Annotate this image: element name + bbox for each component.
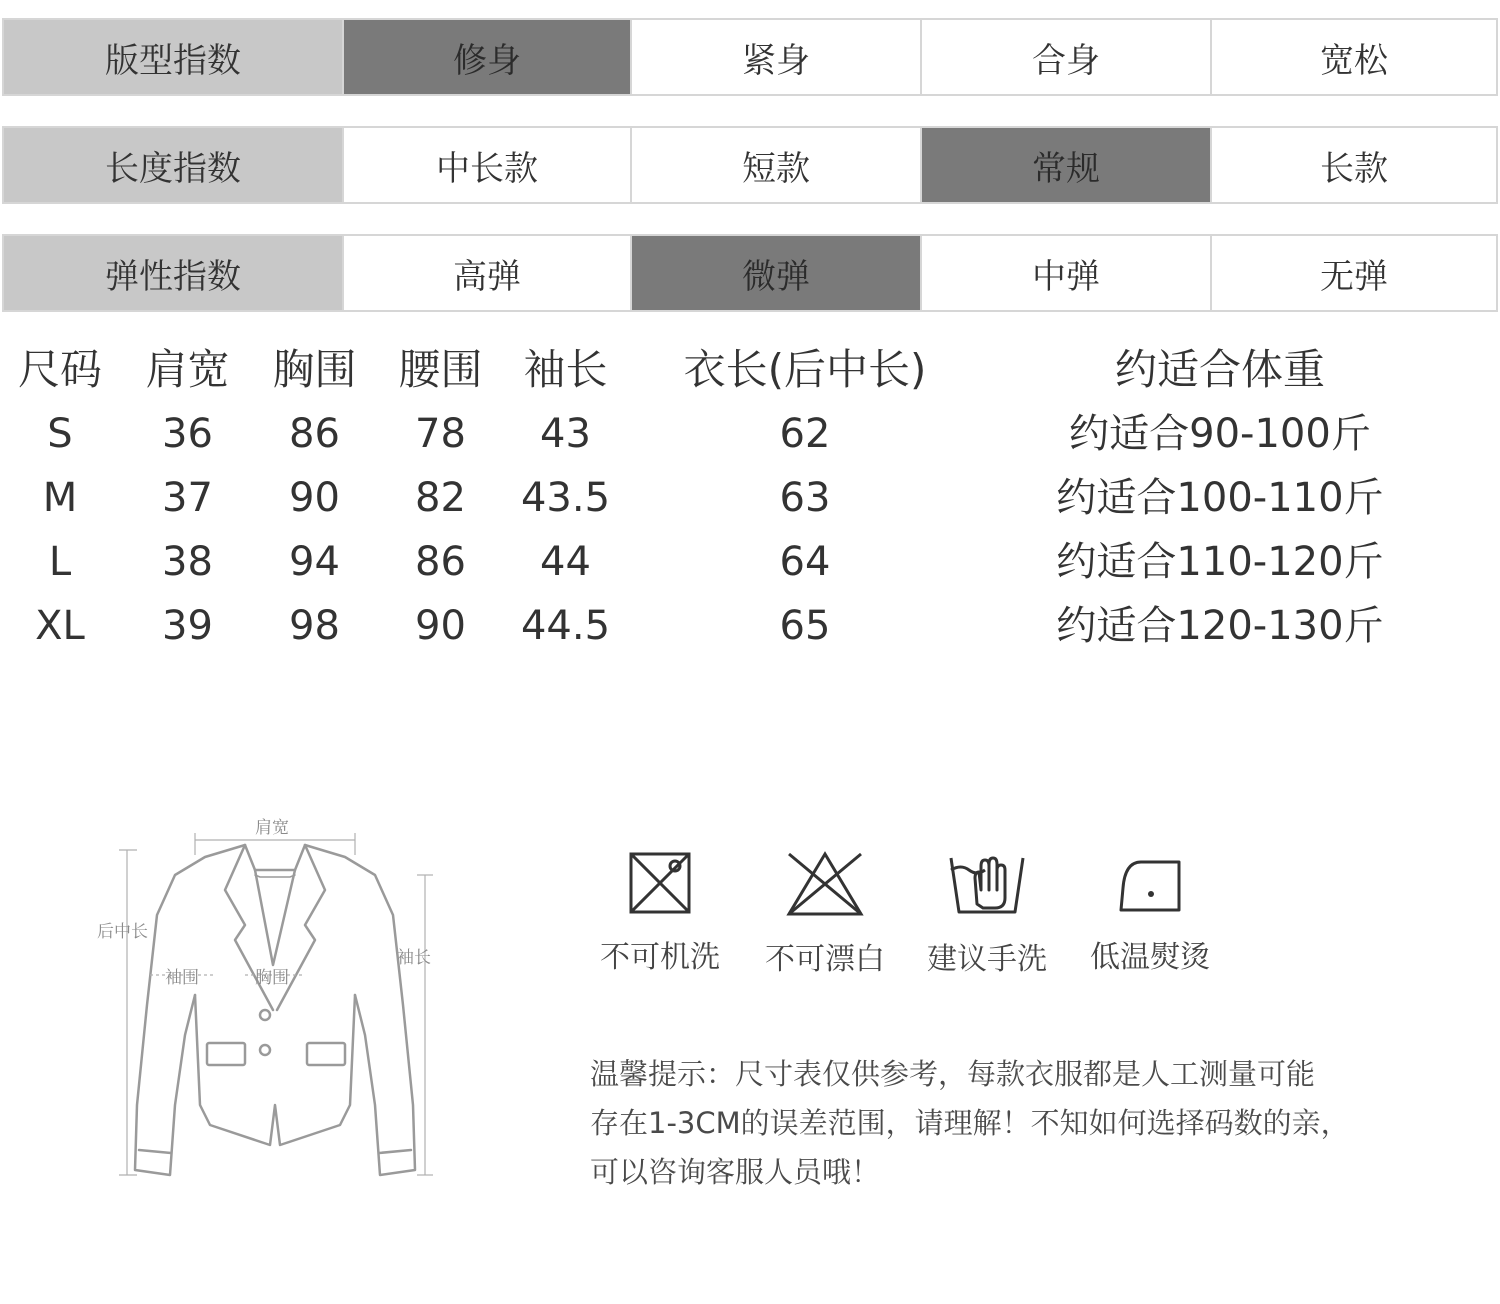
- notice-line-3: 可以咨询客服人员哦！: [590, 1155, 881, 1189]
- elastic-index-label: 弹性指数: [4, 236, 342, 310]
- care-label-hand-wash: 建议手洗: [927, 942, 1047, 977]
- hand-wash-icon: [947, 848, 1027, 920]
- cell-length: 62: [779, 411, 831, 457]
- cell-waist: 82: [415, 475, 466, 521]
- diagram-label-chest: 胸围: [255, 968, 289, 988]
- table-row: [0, 594, 1500, 658]
- length-index-row: [2, 126, 1498, 204]
- header-length: 衣长(后中长): [683, 345, 927, 394]
- diagram-label-back-length: 后中长: [97, 922, 148, 942]
- cell-shoulder: 38: [162, 539, 213, 585]
- care-no-machine-wash: [585, 848, 735, 976]
- length-option-short: 短款: [630, 128, 920, 202]
- care-label-no-bleach: 不可漂白: [765, 942, 885, 977]
- elastic-option-none: 无弹: [1210, 236, 1496, 310]
- elastic-option-medium: 中弹: [920, 236, 1210, 310]
- cell-chest: 94: [289, 539, 340, 585]
- no-machine-wash-icon: [625, 848, 695, 918]
- care-hand-wash: [912, 848, 1062, 978]
- fit-option-loose: 宽松: [1210, 20, 1496, 94]
- cell-sleeve: 43: [540, 411, 591, 457]
- cell-waist: 78: [415, 411, 466, 457]
- cell-chest: 98: [289, 603, 340, 649]
- cell-sleeve: 44: [540, 539, 591, 585]
- diagram-label-waist: 袖围: [165, 968, 199, 988]
- table-row: [0, 402, 1500, 466]
- cell-sleeve: 44.5: [520, 603, 611, 649]
- fit-option-regular: 合身: [920, 20, 1210, 94]
- header-waist: 腰围: [398, 345, 483, 394]
- elastic-index-row: [2, 234, 1498, 312]
- cell-size: L: [48, 539, 72, 585]
- length-option-mid: 中长款: [342, 128, 630, 202]
- elastic-option-high: 高弹: [342, 236, 630, 310]
- table-row: [0, 530, 1500, 594]
- care-label-no-machine-wash: 不可机洗: [600, 940, 720, 975]
- fit-index-row: [2, 18, 1498, 96]
- no-bleach-icon: [785, 848, 865, 920]
- header-weight: 约适合体重: [1114, 345, 1325, 394]
- header-sleeve: 袖长: [523, 345, 608, 394]
- cell-length: 63: [779, 475, 831, 521]
- cell-size: XL: [35, 603, 85, 649]
- care-low-iron: [1075, 848, 1225, 976]
- header-chest: 胸围: [272, 345, 357, 394]
- care-no-bleach: [750, 848, 900, 978]
- cell-shoulder: 39: [162, 603, 213, 649]
- cell-length: 64: [779, 539, 831, 585]
- cell-size: M: [42, 475, 78, 521]
- cell-shoulder: 36: [162, 411, 213, 457]
- jacket-measurement-diagram: [95, 805, 455, 1205]
- cell-weight: 约适合110-120斤: [1056, 539, 1384, 585]
- cell-sleeve: 43.5: [520, 475, 611, 521]
- fit-option-slim: 修身: [342, 20, 630, 94]
- length-index-label: 长度指数: [4, 128, 342, 202]
- length-option-regular: 常规: [920, 128, 1210, 202]
- cell-chest: 90: [289, 475, 340, 521]
- care-label-low-iron: 低温熨烫: [1090, 940, 1210, 975]
- cell-shoulder: 37: [162, 475, 213, 521]
- notice-line-2: 存在1-3CM的误差范围，请理解！不知如何选择码数的亲，: [590, 1106, 1350, 1140]
- notice-line-1: 温馨提示：尺寸表仅供参考，每款衣服都是人工测量可能: [590, 1057, 1316, 1091]
- size-table-header: [0, 338, 1500, 402]
- size-table: [0, 338, 1500, 658]
- diagram-label-shoulder: 肩宽: [255, 818, 289, 838]
- cell-weight: 约适合90-100斤: [1069, 411, 1371, 457]
- diagram-label-sleeve: 袖长: [397, 948, 431, 968]
- cell-size: S: [47, 411, 73, 457]
- size-notice: [590, 1050, 1450, 1197]
- cell-waist: 86: [415, 539, 466, 585]
- cell-chest: 86: [289, 411, 340, 457]
- cell-length: 65: [779, 603, 831, 649]
- jacket-outline-icon: [95, 805, 455, 1205]
- low-iron-icon: [1115, 848, 1185, 918]
- fit-index-label: 版型指数: [4, 20, 342, 94]
- table-row: [0, 466, 1500, 530]
- header-shoulder: 肩宽: [145, 345, 230, 394]
- cell-waist: 90: [415, 603, 466, 649]
- elastic-option-slight: 微弹: [630, 236, 920, 310]
- header-size: 尺码: [17, 345, 102, 394]
- cell-weight: 约适合100-110斤: [1056, 475, 1384, 521]
- fit-option-tight: 紧身: [630, 20, 920, 94]
- cell-weight: 约适合120-130斤: [1056, 603, 1384, 649]
- length-option-long: 长款: [1210, 128, 1496, 202]
